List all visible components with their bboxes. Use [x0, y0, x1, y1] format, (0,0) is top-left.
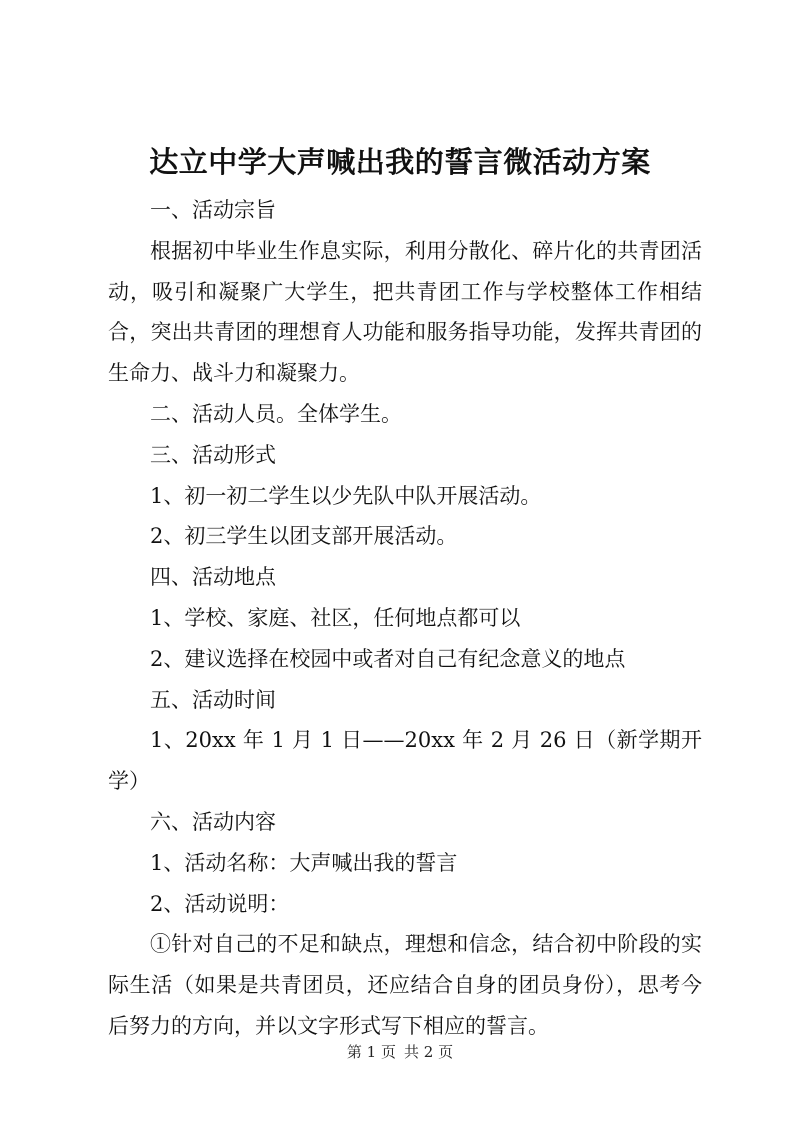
format-item-2: 2、初三学生以团支部开展活动。 [150, 524, 458, 549]
location-item-1: 1、学校、家庭、社区，任何地点都可以 [150, 605, 521, 630]
section-heading-purpose: 一、活动宗旨 [150, 198, 276, 222]
document-body [108, 190, 702, 1047]
section-heading-content: 六、活动内容 [150, 809, 276, 834]
document-title: 达立中学大声喊出我的誓言微活动方案 [149, 145, 651, 179]
section-heading-time: 五、活动时间 [150, 687, 276, 712]
content-description-paragraph: ①针对自己的不足和缺点，理想和信念，结合初中阶段的实际生活（如果是共青团员，还应结合自身的团员身份），思考今后努力的方向，并以文字形式写下相应的誓言。 [108, 932, 702, 1038]
format-item-1: 1、初一初二学生以少先队中队开展活动。 [150, 483, 542, 508]
section-heading-format: 三、活动形式 [150, 442, 276, 467]
section-heading-location: 四、活动地点 [150, 565, 276, 590]
section-heading-participants: 二、活动人员。全体学生。 [150, 401, 402, 426]
page-total: 共 2 页 [404, 1043, 454, 1061]
page-number: 第 1 页 [346, 1043, 396, 1061]
purpose-paragraph: 根据初中毕业生作息实际，利用分散化、碎片化的共青团活动，吸引和凝聚广大学生，把共青团工作与学校整体工作相结合，突出共青团的理想育人功能和服务指导功能，发挥共青团的生命力、战斗力和凝聚力。 [108, 238, 702, 386]
content-item-name: 1、活动名称：大声喊出我的誓言 [150, 850, 458, 875]
location-item-2: 2、建议选择在校园中或者对自己有纪念意义的地点 [150, 646, 626, 671]
content-item-description: 2、活动说明： [150, 891, 290, 916]
time-item-1: 1、20xx 年 1 月 1 日——20xx 年 2 月 26 日（新学期开学） [108, 728, 702, 794]
page-footer [0, 1041, 800, 1063]
